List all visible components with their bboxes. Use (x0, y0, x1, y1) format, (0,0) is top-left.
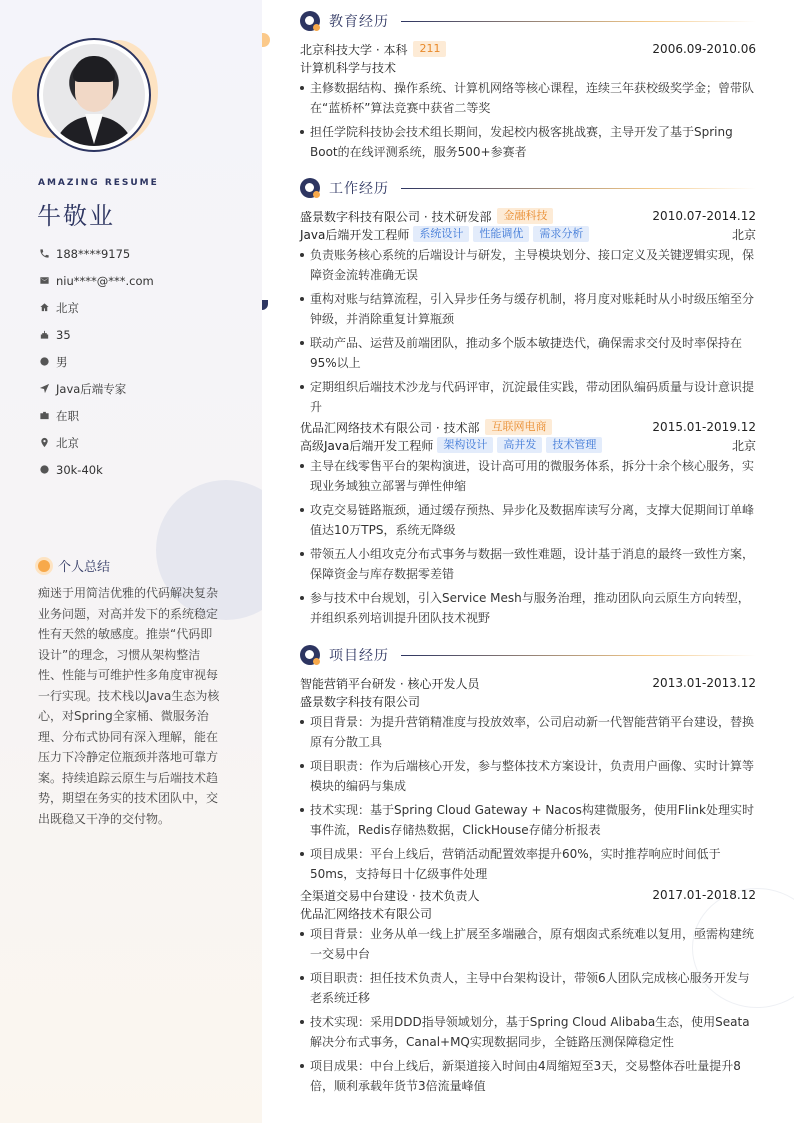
job-bullets (300, 245, 756, 417)
skill-tag: 系统设计 (413, 226, 469, 242)
divider (401, 188, 756, 189)
list-item: 项目成果：平台上线后，营销活动配置效率提升60%，实时推荐响应时间低于50ms，支持每日十亿级事件处理 (300, 844, 756, 884)
skill-tag: 架构设计 (437, 437, 493, 453)
salary-text: 30k-40k (56, 462, 103, 477)
list-item: 项目背景：业务从单一线上扩展至多端融合，原有烟囱式系统难以复用，亟需构建统一交易中台 (300, 924, 756, 964)
status-text: 在职 (56, 408, 79, 423)
major: 计算机科学与技术 (300, 60, 397, 75)
info-home (38, 294, 248, 321)
job-entry (300, 207, 756, 421)
info-gender (38, 348, 248, 375)
project-entry (300, 674, 756, 888)
list-item: 参与技术中台规划，引入Service Mesh与服务治理，推动团队向云原生方向转型，并组织系列培训提升团队技术视野 (300, 588, 756, 628)
education-heading (300, 10, 756, 32)
list-item: 技术实现：基于Spring Cloud Gateway + Nacos构建微服务，使用Flink处理实时事件流，Redis存储热数据，ClickHouse存储分析报表 (300, 800, 756, 840)
briefcase-icon (38, 410, 50, 422)
project-company: 优品汇网络技术有限公司 (300, 906, 433, 921)
project-entry (300, 886, 756, 1100)
job-entry (300, 418, 756, 632)
list-item: 技术实现：采用DDD指导领域划分，基于Spring Cloud Alibaba生态，使用Seata解决分布式事务，Canal+MQ实现数据同步，全链路压测保障稳定性 (300, 1012, 756, 1052)
job-period: 2010.07-2014.12 (652, 209, 756, 223)
section-icon (300, 645, 320, 665)
industry-tag: 互联网电商 (485, 419, 552, 435)
avatar (37, 38, 151, 152)
list-item: 主修数据结构、操作系统、计算机网络等核心课程，连续三年获校级奖学金；曾带队在“蓝桥杯”算法竞赛中获省二等奖 (300, 78, 756, 118)
list-item: 带领五人小组攻克分布式事务与数据一致性难题，设计基于消息的最终一致性方案，保障资金与库存数据零差错 (300, 544, 756, 584)
list-item: 主导在线零售平台的架构演进，设计高可用的微服务体系，拆分十余个核心服务，实现业务域独立部署与弹性伸缩 (300, 456, 756, 496)
email-text: niu****@***.com (56, 273, 154, 288)
location-icon (38, 437, 50, 449)
project-bullets (300, 712, 756, 884)
info-phone (38, 240, 248, 267)
location-text: 北京 (56, 435, 79, 450)
work-title: 工作经历 (329, 181, 389, 197)
company-name: 优品汇网络技术有限公司 · 技术部 (300, 420, 480, 435)
gender-text: 男 (56, 354, 68, 369)
mail-icon (38, 275, 50, 287)
sidebar (0, 0, 262, 1123)
summary-title: 个人总结 (58, 560, 111, 575)
education-title: 教育经历 (329, 14, 389, 30)
info-email (38, 267, 248, 294)
job-position: 高级Java后端开发工程师 (300, 438, 434, 453)
list-item: 攻克交易链路瓶颈，通过缓存预热、异步化及数据库读写分离，支撑大促期间订单峰值达10万TPS，系统无降级 (300, 500, 756, 540)
skill-tag: 性能调优 (473, 226, 529, 242)
salary-icon (38, 464, 50, 476)
list-item: 项目成果：中台上线后，新渠道接入时间由4周缩短至3天，交易整体吞吐量提升8倍，顺利承载年货节3倍流量峰值 (300, 1056, 756, 1096)
project-bullets (300, 924, 756, 1096)
list-item: 定期组织后端技术沙龙与代码评审，沉淀最佳实践，带动团队编码质量与设计意识提升 (300, 377, 756, 417)
send-icon (38, 383, 50, 395)
divider (401, 655, 756, 656)
resume-tagline: AMAZING RESUME (38, 178, 159, 188)
project-company: 盛景数字科技有限公司 (300, 694, 421, 709)
position-text: Java后端专家 (56, 381, 127, 396)
projects-title: 项目经历 (329, 648, 389, 664)
candidate-name: 牛敬业 (37, 202, 115, 230)
cake-icon (38, 329, 50, 341)
education-entry (300, 40, 756, 166)
job-bullets (300, 456, 756, 628)
education-period: 2006.09-2010.06 (652, 42, 756, 56)
section-icon (300, 178, 320, 198)
gender-icon (38, 356, 50, 368)
job-position: Java后端开发工程师 (300, 227, 410, 242)
info-location (38, 429, 248, 456)
project-period: 2013.01-2013.12 (652, 676, 756, 690)
home-text: 北京 (56, 300, 79, 315)
info-status (38, 402, 248, 429)
decoration-dot (262, 33, 270, 47)
school-tag: 211 (413, 41, 446, 57)
education-bullets (300, 78, 756, 162)
info-age (38, 321, 248, 348)
info-position (38, 375, 248, 402)
summary-dot-icon (38, 560, 50, 572)
list-item: 联动产品、运营及前端团队，推动多个版本敏捷迭代，确保需求交付及时率保持在95%以上 (300, 333, 756, 373)
projects-heading (300, 644, 756, 666)
skill-tag: 需求分析 (533, 226, 589, 242)
skill-tag: 技术管理 (546, 437, 602, 453)
list-item: 担任学院科技协会技术组长期间，发起校内极客挑战赛，主导开发了基于Spring Boot的在线评测系统，服务500+参赛者 (300, 122, 756, 162)
list-item: 重构对账与结算流程，引入异步任务与缓存机制，将月度对账耗时从小时级压缩至分钟级，并消除重复计算瓶颈 (300, 289, 756, 329)
job-city: 北京 (731, 227, 756, 242)
list-item: 项目职责：担任技术负责人，主导中台架构设计，带领6人团队完成核心服务开发与老系统迁移 (300, 968, 756, 1008)
decoration-dot (262, 300, 268, 310)
skill-tag: 高并发 (497, 437, 542, 453)
home-icon (38, 302, 50, 314)
company-name: 盛景数字科技有限公司 · 技术研发部 (300, 209, 492, 224)
summary-text: 痴迷于用简洁优雅的代码解决复杂业务问题，对高并发下的系统稳定性有天然的敏感度。推崇“代码即设计”的理念，习惯从架构整洁性、性能与可维护性多角度审视每一行实现。技术栈以Java生态为核心，对Spring全家桶、微服务治理、分布式协同有深入理解，能在压力下冷静定位瓶颈并落地可靠方案。持续追踪云原生与后端技术趋势，期望在务实的技术团队中，交出既稳又干净的交付物。 (38, 586, 220, 826)
project-name: 全渠道交易中台建设 · 技术负责人 (300, 888, 480, 903)
list-item: 项目背景：为提升营销精准度与投放效率，公司启动新一代智能营销平台建设，替换原有分散工具 (300, 712, 756, 752)
work-heading (300, 177, 756, 199)
avatar-photo (43, 44, 145, 146)
job-city: 北京 (731, 438, 756, 453)
section-icon (300, 11, 320, 31)
project-period: 2017.01-2018.12 (652, 888, 756, 902)
list-item: 项目职责：作为后端核心开发，参与整体技术方案设计，负责用户画像、实时计算等模块的编码与集成 (300, 756, 756, 796)
industry-tag: 金融科技 (497, 208, 553, 224)
phone-icon (38, 248, 50, 260)
contact-info (38, 240, 248, 483)
summary-heading (38, 556, 110, 575)
phone-text: 188****9175 (56, 246, 131, 261)
job-period: 2015.01-2019.12 (652, 420, 756, 434)
list-item: 负责账务核心系统的后端设计与研发，主导模块划分、接口定义及关键逻辑实现，保障资金流转准确无误 (300, 245, 756, 285)
divider (401, 21, 756, 22)
school-name: 北京科技大学 · 本科 (300, 42, 408, 57)
info-salary (38, 456, 248, 483)
project-name: 智能营销平台研发 · 核心开发人员 (300, 676, 480, 691)
age-text: 35 (56, 327, 71, 342)
